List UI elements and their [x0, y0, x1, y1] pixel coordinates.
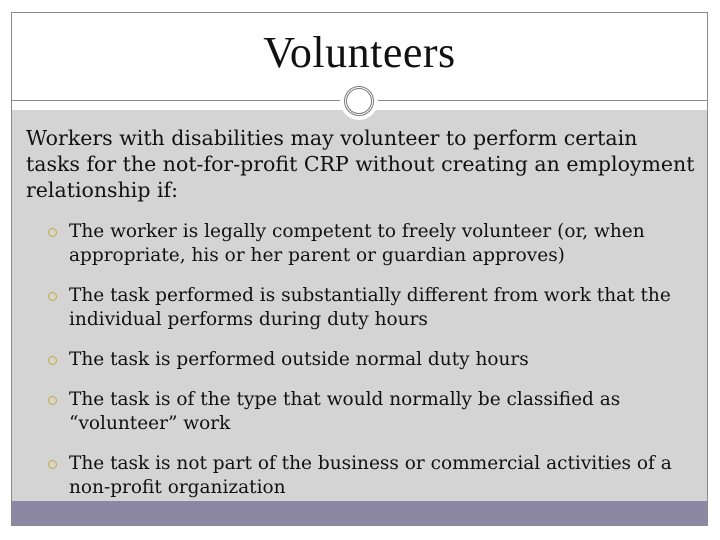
- circle-bullet-icon: [48, 356, 57, 365]
- ring-ornament-icon: [340, 82, 378, 120]
- circle-bullet-icon: [48, 460, 57, 469]
- circle-bullet-icon: [48, 228, 57, 237]
- list-item: [32, 388, 702, 436]
- bullet-text: The worker is legally competent to freely volunteer (or, when appropriate, his or her parent or guardian approves): [69, 221, 645, 266]
- list-item: [32, 452, 702, 500]
- circle-bullet-icon: [48, 396, 57, 405]
- bullet-text: The task is of the type that would normally be classified as “volunteer” work: [69, 389, 621, 434]
- list-item: [32, 284, 702, 332]
- bullet-text: The task is performed outside normal duty hours: [69, 349, 529, 370]
- slide: [11, 12, 708, 526]
- bullet-text: The task is not part of the business or commercial activities of a non-profit organization: [69, 453, 672, 498]
- intro-text: Workers with disabilities may volunteer to perform certain tasks for the not-for-profit CRP without creating an employment relationship if:: [26, 126, 695, 202]
- list-item: [32, 220, 702, 268]
- bullet-text: The task performed is substantially different from work that the individual performs during duty hours: [69, 285, 671, 330]
- bullet-list: [32, 220, 702, 516]
- slide-title: Volunteers: [263, 28, 456, 77]
- list-item: [32, 348, 702, 372]
- circle-bullet-icon: [48, 292, 57, 301]
